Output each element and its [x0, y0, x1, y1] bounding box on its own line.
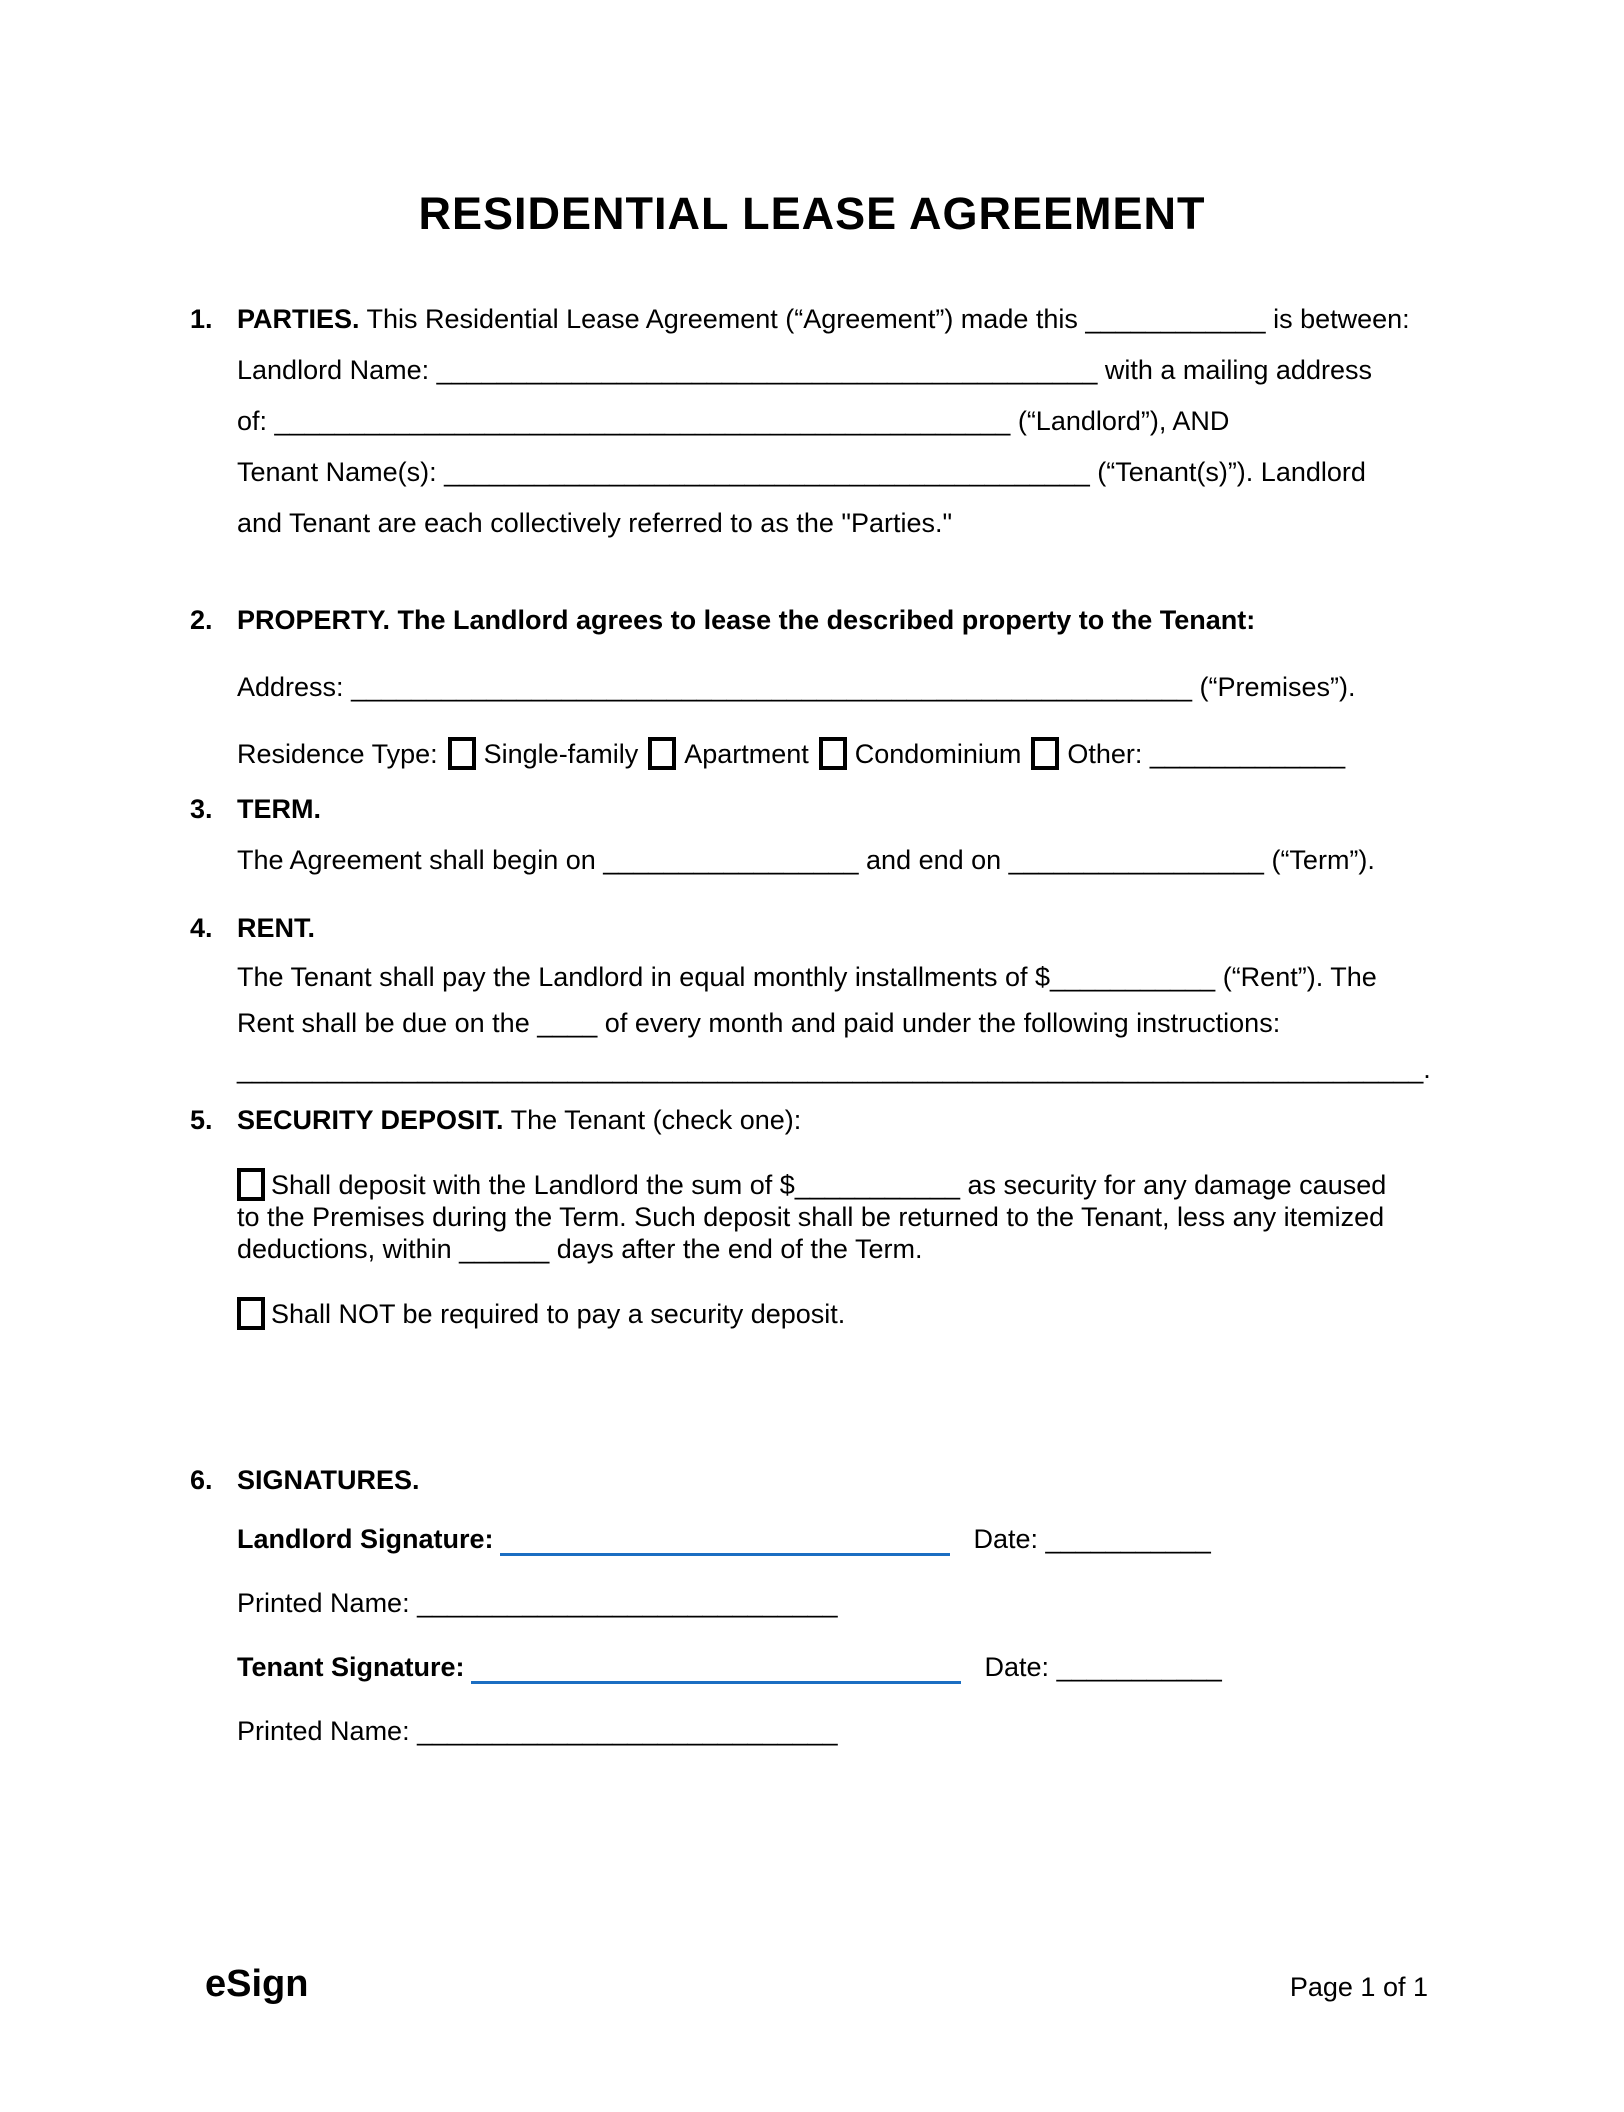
- mailing-address-line: [237, 396, 1450, 447]
- option-other-label: Other:: [1067, 739, 1150, 769]
- deposit-heading-line: [237, 1095, 1450, 1146]
- landlord-printed-name-blank[interactable]: ____________________________: [417, 1588, 838, 1618]
- deposit-option1-line1: [237, 1168, 1450, 1201]
- document-title: RESIDENTIAL LEASE AGREEMENT: [418, 188, 1206, 239]
- term-body-line: [237, 835, 1450, 886]
- section-number: 1.: [190, 304, 213, 334]
- page-number: Page 1 of 1: [1289, 1972, 1428, 2002]
- checkbox-no-deposit[interactable]: [237, 1297, 265, 1330]
- landlord-signature-label: Landlord Signature:: [237, 1524, 494, 1554]
- section-number: 6.: [190, 1465, 213, 1495]
- residence-type-line: [237, 729, 1450, 780]
- term-body-tail: (“Term”).: [1263, 845, 1375, 875]
- mailing-address-label: of:: [237, 406, 275, 436]
- tenant-printed-name-blank[interactable]: ____________________________: [417, 1716, 838, 1746]
- agreement-date-blank[interactable]: ____________: [1085, 304, 1266, 334]
- tenant-name-label: Tenant Name(s):: [237, 457, 445, 487]
- section-rent: [190, 903, 1450, 1092]
- section-term: [190, 784, 1450, 886]
- address-blank[interactable]: ________________________________________________________: [351, 672, 1192, 702]
- landlord-printed-name-row: [237, 1578, 1450, 1629]
- landlord-printed-name-label: Printed Name:: [237, 1588, 418, 1618]
- section-heading: SIGNATURES.: [237, 1465, 420, 1495]
- deposit-option-1: [237, 1168, 1450, 1265]
- landlord-name-line: [237, 345, 1450, 396]
- tenant-printed-name-label: Printed Name:: [237, 1716, 418, 1746]
- landlord-name-tail: with a mailing address: [1097, 355, 1372, 385]
- tenant-signature-row: [237, 1642, 1450, 1693]
- tenant-signature-label: Tenant Signature:: [237, 1652, 465, 1682]
- deposit-amount-blank[interactable]: ___________: [794, 1170, 961, 1200]
- mailing-address-tail: (“Landlord”), AND: [1010, 406, 1230, 436]
- deposit-option-2: [237, 1289, 1450, 1340]
- parties-intro-line: [237, 294, 1450, 345]
- option-apartment-label: Apartment: [684, 739, 809, 769]
- payment-instructions-blank[interactable]: _______________________________________________________________________________: [237, 1054, 1424, 1084]
- term-body-mid: and end on: [858, 845, 1009, 875]
- rent-amount-blank[interactable]: ___________: [1050, 962, 1216, 992]
- property-heading-line: [237, 595, 1450, 646]
- deposit-option1-tail: as security for any damage caused: [960, 1170, 1387, 1200]
- residence-type-label: Residence Type:: [237, 739, 438, 769]
- section-heading: RENT.: [237, 913, 316, 943]
- rent-due-text: Rent shall be due on the: [237, 1008, 538, 1038]
- deposit-days-text: deductions, within: [237, 1234, 460, 1264]
- term-end-date-blank[interactable]: _________________: [1008, 845, 1264, 875]
- address-label: Address:: [237, 672, 352, 702]
- section-heading: TERM.: [237, 794, 321, 824]
- deposit-days-tail: days after the end of the Term.: [549, 1234, 923, 1264]
- section-heading: PROPERTY.: [237, 605, 391, 635]
- checkbox-apartment[interactable]: [648, 737, 676, 770]
- landlord-date-label: Date:: [973, 1524, 1046, 1554]
- deposit-option1-line2: to the Premises during the Term. Such deposit shall be returned to the Tenant, less any itemized: [237, 1202, 1385, 1232]
- landlord-signature-row: [237, 1514, 1450, 1565]
- deposit-option1-text: Shall deposit with the Landlord the sum of $: [271, 1170, 795, 1200]
- section-heading: SECURITY DEPOSIT.: [237, 1105, 504, 1135]
- checkbox-shall-deposit[interactable]: [237, 1168, 265, 1201]
- tenant-name-tail: (“Tenant(s)”). Landlord: [1089, 457, 1366, 487]
- deposit-option2-text: Shall NOT be required to pay a security deposit.: [271, 1299, 846, 1329]
- tenant-date-label: Date:: [984, 1652, 1057, 1682]
- term-begin-date-blank[interactable]: _________________: [603, 845, 859, 875]
- deposit-days-blank[interactable]: ______: [459, 1234, 550, 1264]
- rent-due-day-blank[interactable]: ____: [537, 1008, 598, 1038]
- rent-instructions-line: [237, 1046, 1450, 1092]
- checkbox-other[interactable]: [1031, 737, 1059, 770]
- parties-intro-text: This Residential Lease Agreement (“Agreement”) made this: [359, 304, 1086, 334]
- tenant-date-blank[interactable]: ___________: [1056, 1652, 1222, 1682]
- landlord-name-blank[interactable]: ____________________________________________: [436, 355, 1098, 385]
- mailing-address-blank[interactable]: _________________________________________________: [274, 406, 1011, 436]
- esign-logo: eSign: [205, 1963, 309, 2005]
- section-heading: PARTIES.: [237, 304, 360, 334]
- deposit-heading-text: The Tenant (check one):: [503, 1105, 802, 1135]
- tenant-name-line: [237, 447, 1450, 498]
- tenant-printed-name-row: [237, 1706, 1450, 1757]
- section-number: 3.: [190, 794, 213, 824]
- address-tail: (“Premises”).: [1191, 672, 1356, 702]
- rent-amount-line: [237, 954, 1450, 1000]
- deposit-option1-line3: [237, 1233, 1450, 1265]
- term-heading-line: [237, 784, 1450, 835]
- rent-due-tail: of every month and paid under the following instructions:: [597, 1008, 1281, 1038]
- section-number: 5.: [190, 1105, 213, 1135]
- parties-closing-line: and Tenant are each collectively referred to as the "Parties.": [237, 508, 953, 538]
- section-security-deposit: [190, 1095, 1450, 1340]
- option-single-family-label: Single-family: [483, 739, 639, 769]
- landlord-date-blank[interactable]: ___________: [1045, 1524, 1211, 1554]
- section-number: 2.: [190, 605, 213, 635]
- option-condominium-label: Condominium: [854, 739, 1022, 769]
- rent-amount-text: The Tenant shall pay the Landlord in equal monthly installments of $: [237, 962, 1051, 992]
- signatures-heading-line: [237, 1455, 1450, 1506]
- checkbox-condominium[interactable]: [819, 737, 847, 770]
- rent-amount-tail: (“Rent”). The: [1215, 962, 1377, 992]
- parties-intro-tail: is between:: [1265, 304, 1410, 334]
- landlord-name-label: Landlord Name:: [237, 355, 437, 385]
- other-residence-blank[interactable]: _____________: [1149, 739, 1346, 769]
- rent-instructions-period: .: [1423, 1054, 1431, 1084]
- tenant-name-blank[interactable]: ___________________________________________: [444, 457, 1090, 487]
- section-parties: [190, 294, 1450, 549]
- section-property: [190, 595, 1450, 780]
- term-body-text: The Agreement shall begin on: [237, 845, 604, 875]
- property-address-line: [237, 662, 1450, 713]
- tenant-signature-line[interactable]: [471, 1681, 961, 1684]
- property-heading-text: The Landlord agrees to lease the described property to the Tenant:: [390, 605, 1256, 635]
- section-number: 4.: [190, 913, 213, 943]
- section-signatures: [190, 1455, 1450, 1757]
- rent-heading-line: [237, 903, 1450, 954]
- landlord-signature-line[interactable]: [500, 1553, 950, 1556]
- checkbox-single-family[interactable]: [448, 737, 476, 770]
- rent-due-line: [237, 1000, 1450, 1046]
